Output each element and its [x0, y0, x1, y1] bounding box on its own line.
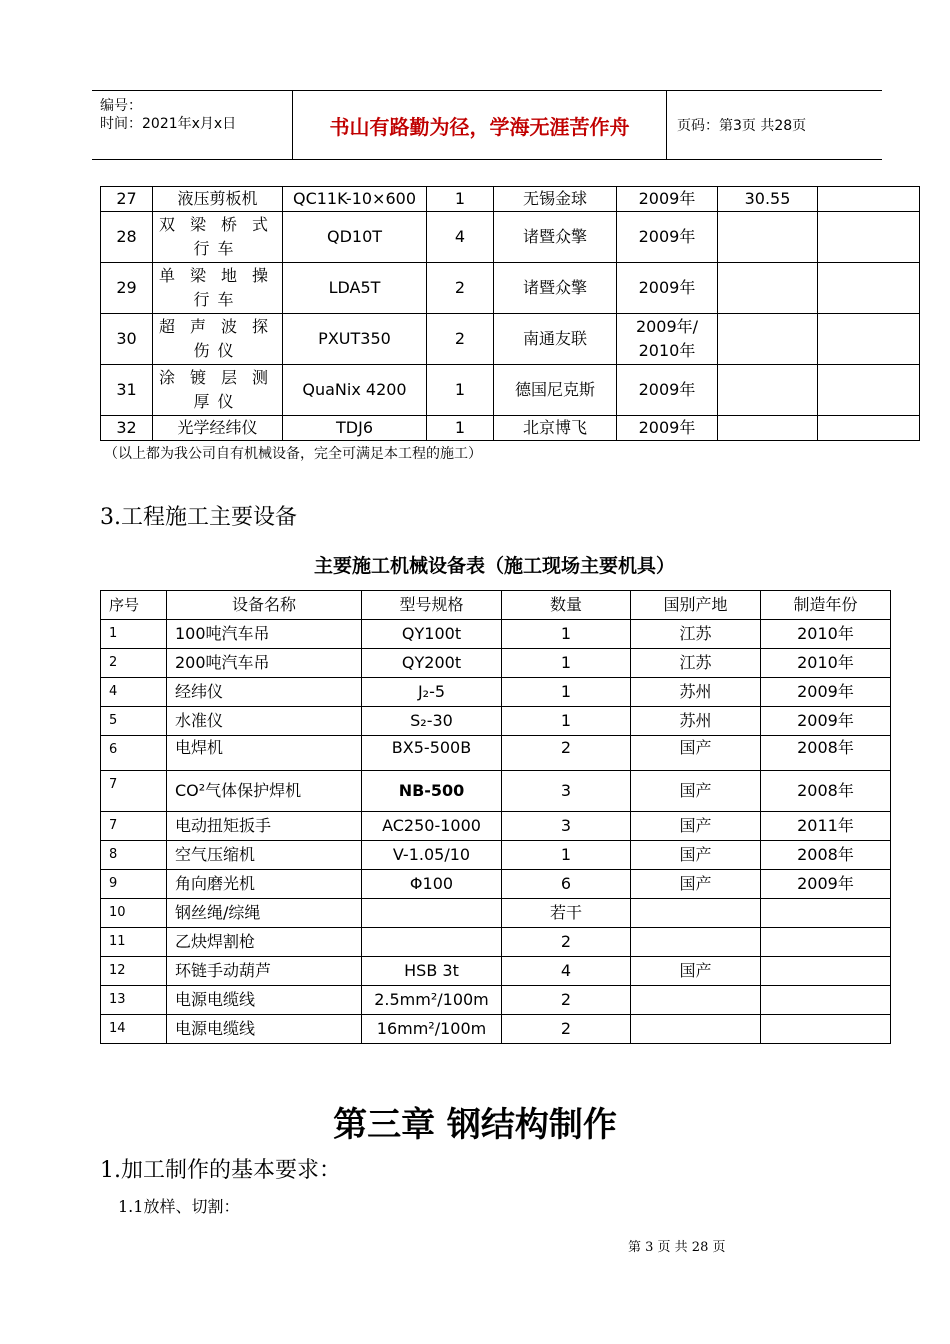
year-cell: 2011年: [761, 812, 891, 841]
table-row: [101, 678, 891, 707]
equipment-name-cell: 乙炔焊割枪: [167, 928, 362, 957]
value-cell: [718, 314, 818, 365]
year-cell: [761, 1015, 891, 1044]
equipment-name-cell: 涂镀层测厚仪: [153, 365, 283, 416]
manufacturer-cell: 南通友联: [494, 314, 617, 365]
section-heading-1: 1.加工制作的基本要求：: [100, 1158, 341, 1183]
section-heading-3: 3.工程施工主要设备: [100, 505, 297, 530]
origin-cell: [631, 928, 761, 957]
quantity-cell: 2: [427, 263, 494, 314]
equipment-name-cell: 经纬仪: [167, 678, 362, 707]
page-footer: 第 3 页 共 28 页: [628, 1240, 726, 1255]
year-cell: [761, 899, 891, 928]
origin-cell: 国产: [631, 957, 761, 986]
table-row: [101, 707, 891, 736]
table-row: [101, 314, 920, 365]
row-number-cell: 28: [101, 212, 153, 263]
table-row: [101, 771, 891, 812]
model-cell: 2.5mm²/100m: [362, 986, 502, 1015]
table-row: [101, 841, 891, 870]
row-number-cell: 2: [101, 649, 167, 678]
equipment-name-cell: 电源电缆线: [167, 986, 362, 1015]
year-cell: 2008年: [761, 841, 891, 870]
header-meta: [92, 91, 293, 159]
model-cell: TDJ6: [283, 416, 427, 441]
value-cell: [718, 416, 818, 441]
year-cell: 2009年: [617, 416, 718, 441]
table-row: [101, 365, 920, 416]
row-number-cell: 10: [101, 899, 167, 928]
equipment-name-cell: CO²气体保护焊机: [167, 771, 362, 812]
row-number-cell: 6: [101, 736, 167, 771]
origin-cell: 国产: [631, 870, 761, 899]
equipment-name-cell: 光学经纬仪: [153, 416, 283, 441]
model-cell: AC250-1000: [362, 812, 502, 841]
row-number-cell: 14: [101, 1015, 167, 1044]
model-cell: LDA5T: [283, 263, 427, 314]
origin-cell: 苏州: [631, 707, 761, 736]
quantity-cell: 3: [502, 812, 631, 841]
row-number-cell: 13: [101, 986, 167, 1015]
chapter-title: 第三章 钢结构制作: [333, 1105, 617, 1145]
quantity-cell: 1: [427, 416, 494, 441]
quantity-cell: 1: [427, 187, 494, 212]
table-row: [101, 212, 920, 263]
model-cell: [362, 899, 502, 928]
value-cell: 30.55: [718, 187, 818, 212]
year-cell: 2009年: [617, 187, 718, 212]
document-time-label: 时间：2021年x月x日: [100, 116, 237, 132]
table-note: （以上都为我公司自有机械设备，完全可满足本工程的施工）: [104, 446, 482, 462]
model-cell: 16mm²/100m: [362, 1015, 502, 1044]
table-row: [101, 928, 891, 957]
model-cell: V-1.05/10: [362, 841, 502, 870]
quantity-cell: 2: [502, 1015, 631, 1044]
row-number-cell: 5: [101, 707, 167, 736]
model-cell: NB-500: [362, 771, 502, 812]
year-cell: [761, 986, 891, 1015]
year-cell: 2009年: [617, 212, 718, 263]
origin-cell: 国产: [631, 841, 761, 870]
equipment-name-cell: 角向磨光机: [167, 870, 362, 899]
year-cell: [761, 928, 891, 957]
quantity-cell: 1: [502, 649, 631, 678]
quantity-cell: 1: [427, 365, 494, 416]
origin-cell: 国产: [631, 771, 761, 812]
equipment-name-cell: 环链手动葫芦: [167, 957, 362, 986]
equipment-name-cell: 200吨汽车吊: [167, 649, 362, 678]
equipment-name-cell: 水准仪: [167, 707, 362, 736]
year-cell: 2009年/ 2010年: [617, 314, 718, 365]
table-row: [101, 649, 891, 678]
quantity-cell: 6: [502, 870, 631, 899]
table-row: [101, 416, 920, 441]
model-cell: S₂-30: [362, 707, 502, 736]
main-equipment-table: [100, 590, 891, 1044]
column-header: 设备名称: [167, 591, 362, 620]
extra-cell: [818, 263, 920, 314]
year-cell: 2009年: [617, 365, 718, 416]
model-cell: J₂-5: [362, 678, 502, 707]
table-row: [101, 870, 891, 899]
origin-cell: [631, 986, 761, 1015]
header-page-number: 页码：第3页 共28页: [677, 118, 807, 134]
row-number-cell: 8: [101, 841, 167, 870]
row-number-cell: 27: [101, 187, 153, 212]
quantity-cell: 1: [502, 707, 631, 736]
origin-cell: 江苏: [631, 649, 761, 678]
document-number-label: 编号：: [100, 98, 142, 114]
origin-cell: 国产: [631, 812, 761, 841]
equipment-name-cell: 电源电缆线: [167, 1015, 362, 1044]
equipment-name-cell: 超声波探伤仪: [153, 314, 283, 365]
quantity-cell: 4: [427, 212, 494, 263]
table-row: [101, 812, 891, 841]
model-cell: QuaNix 4200: [283, 365, 427, 416]
row-number-cell: 32: [101, 416, 153, 441]
row-number-cell: 9: [101, 870, 167, 899]
model-cell: QC11K-10×600: [283, 187, 427, 212]
extra-cell: [818, 365, 920, 416]
model-cell: QY200t: [362, 649, 502, 678]
column-header: 数量: [502, 591, 631, 620]
manufacturer-cell: 无锡金球: [494, 187, 617, 212]
equipment-name-cell: 双梁桥式行车: [153, 212, 283, 263]
equipment-name-cell: 空气压缩机: [167, 841, 362, 870]
year-cell: 2008年: [761, 736, 891, 771]
model-cell: [362, 928, 502, 957]
quantity-cell: 1: [502, 620, 631, 649]
year-cell: [761, 957, 891, 986]
quantity-cell: 若干: [502, 899, 631, 928]
row-number-cell: 7: [101, 771, 167, 812]
extra-cell: [818, 416, 920, 441]
table-row: [101, 899, 891, 928]
quantity-cell: 2: [502, 986, 631, 1015]
year-cell: 2009年: [617, 263, 718, 314]
row-number-cell: 1: [101, 620, 167, 649]
origin-cell: 江苏: [631, 620, 761, 649]
year-cell: 2008年: [761, 771, 891, 812]
row-number-cell: 30: [101, 314, 153, 365]
manufacturer-cell: 德国尼克斯: [494, 365, 617, 416]
origin-cell: [631, 899, 761, 928]
year-cell: 2010年: [761, 649, 891, 678]
column-header: 国别产地: [631, 591, 761, 620]
value-cell: [718, 365, 818, 416]
model-cell: QD10T: [283, 212, 427, 263]
table-row: [101, 1015, 891, 1044]
column-header: 制造年份: [761, 591, 891, 620]
value-cell: [718, 263, 818, 314]
table-header-row: [101, 591, 891, 620]
table-row: [101, 736, 891, 771]
model-cell: PXUT350: [283, 314, 427, 365]
table-row: [101, 957, 891, 986]
manufacturer-cell: 诸暨众擎: [494, 263, 617, 314]
row-number-cell: 11: [101, 928, 167, 957]
extra-cell: [818, 212, 920, 263]
origin-cell: [631, 1015, 761, 1044]
model-cell: BX5-500B: [362, 736, 502, 771]
table-caption: 主要施工机械设备表（施工现场主要机具）: [313, 555, 675, 577]
year-cell: 2009年: [761, 870, 891, 899]
header-motto: 书山有路勤为径，学海无涯苦作舟: [293, 91, 667, 159]
equipment-name-cell: 100吨汽车吊: [167, 620, 362, 649]
quantity-cell: 2: [427, 314, 494, 365]
table-row: [101, 620, 891, 649]
equipment-name-cell: 电动扭矩扳手: [167, 812, 362, 841]
equipment-table-continued: [100, 186, 920, 441]
row-number-cell: 12: [101, 957, 167, 986]
origin-cell: 苏州: [631, 678, 761, 707]
year-cell: 2009年: [761, 678, 891, 707]
column-header: 型号规格: [362, 591, 502, 620]
quantity-cell: 3: [502, 771, 631, 812]
quantity-cell: 1: [502, 678, 631, 707]
table-row: [101, 986, 891, 1015]
page-header: [92, 90, 882, 160]
subsection-heading-1-1: 1.1放样、切割：: [118, 1197, 240, 1216]
extra-cell: [818, 187, 920, 212]
quantity-cell: 2: [502, 928, 631, 957]
model-cell: HSB 3t: [362, 957, 502, 986]
year-cell: 2010年: [761, 620, 891, 649]
extra-cell: [818, 314, 920, 365]
manufacturer-cell: 北京博飞: [494, 416, 617, 441]
equipment-name-cell: 电焊机: [167, 736, 362, 771]
row-number-cell: 29: [101, 263, 153, 314]
origin-cell: 国产: [631, 736, 761, 771]
table-row: [101, 187, 920, 212]
manufacturer-cell: 诸暨众擎: [494, 212, 617, 263]
year-cell: 2009年: [761, 707, 891, 736]
quantity-cell: 2: [502, 736, 631, 771]
model-cell: QY100t: [362, 620, 502, 649]
table-row: [101, 263, 920, 314]
column-header: 序号: [101, 591, 167, 620]
row-number-cell: 31: [101, 365, 153, 416]
quantity-cell: 4: [502, 957, 631, 986]
quantity-cell: 1: [502, 841, 631, 870]
model-cell: Φ100: [362, 870, 502, 899]
row-number-cell: 7: [101, 812, 167, 841]
equipment-name-cell: 液压剪板机: [153, 187, 283, 212]
row-number-cell: 4: [101, 678, 167, 707]
equipment-name-cell: 钢丝绳/综绳: [167, 899, 362, 928]
equipment-name-cell: 单梁地操行车: [153, 263, 283, 314]
value-cell: [718, 212, 818, 263]
